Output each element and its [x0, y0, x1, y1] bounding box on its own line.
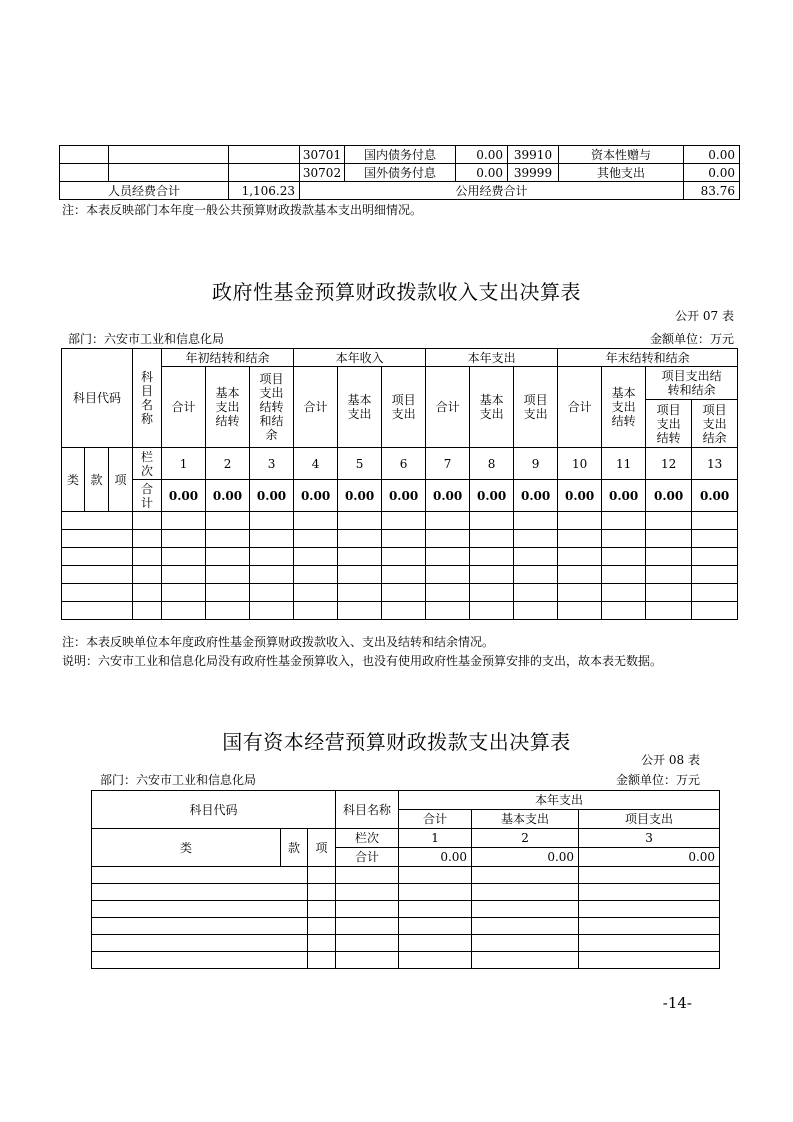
table08-department: 部门：六安市工业和信息化局 [100, 773, 257, 787]
header-subject-code: 科目代码 [92, 791, 336, 829]
empty-row [92, 884, 720, 901]
row-amount: 0.00 [684, 146, 740, 164]
row-code: 39999 [508, 164, 559, 182]
header-basic-expenditure: 基本 支出 [470, 367, 514, 448]
header-total: 合计 [162, 367, 206, 448]
table08-title: 国有资本经营预算财政拨款支出决算表 [222, 730, 571, 754]
table07-note: 注：本表反映单位本年度政府性基金预算财政拨款收入、支出及结转和结余情况。 [62, 635, 495, 649]
empty-row [62, 566, 738, 584]
total-value: 0.00 [472, 848, 579, 867]
total-value: 0.00 [382, 480, 426, 512]
total-value: 0.00 [338, 480, 382, 512]
personnel-total-label: 人员经费合计 [60, 182, 229, 200]
header-basic-carryover: 基本 支出 结转 [206, 367, 250, 448]
table08-form-number: 公开 08 表 [641, 753, 700, 767]
header-project-expenditure: 项目 支出 [382, 367, 426, 448]
column-number: 7 [426, 448, 470, 480]
header-total-row-label: 合 计 [133, 480, 162, 512]
header-section: 款 [85, 448, 109, 512]
column-number: 6 [382, 448, 426, 480]
header-total: 合计 [426, 367, 470, 448]
row-name: 资本性赠与 [559, 146, 684, 164]
empty-rows [62, 512, 738, 620]
column-number: 3 [250, 448, 294, 480]
header-project-expenditure: 项目 支出 [514, 367, 558, 448]
row-code: 39910 [508, 146, 559, 164]
header-total: 合计 [558, 367, 602, 448]
row-amount: 0.00 [456, 164, 508, 182]
total-value: 0.00 [470, 480, 514, 512]
column-number: 13 [692, 448, 738, 480]
column-number: 2 [472, 829, 579, 848]
header-subject-code: 科目代码 [62, 349, 133, 448]
row-amount: 0.00 [456, 146, 508, 164]
total-value: 0.00 [399, 848, 472, 867]
header-opening-balance: 年初结转和结余 [162, 349, 294, 367]
public-total-label: 公用经费合计 [300, 182, 684, 200]
government-fund-table [61, 348, 738, 620]
table07-explanation: 说明：六安市工业和信息化局没有政府性基金预算收入，也没有使用政府性基金预算安排的支出，故本表无数据。 [62, 654, 663, 668]
column-number: 9 [514, 448, 558, 480]
row-code: 30702 [300, 164, 345, 182]
total-value: 0.00 [162, 480, 206, 512]
column-number: 8 [470, 448, 514, 480]
column-number: 5 [338, 448, 382, 480]
total-value: 0.00 [294, 480, 338, 512]
header-current-income: 本年收入 [294, 349, 426, 367]
header-item: 项 [308, 829, 336, 867]
row-code: 30701 [300, 146, 345, 164]
total-value: 0.00 [514, 480, 558, 512]
state-capital-table [91, 790, 720, 969]
column-number: 12 [646, 448, 692, 480]
header-project-carryover: 项目 支出 结转 和结 余 [250, 367, 294, 448]
header-current-expenditure: 本年支出 [426, 349, 558, 367]
column-number: 1 [399, 829, 472, 848]
empty-row [62, 602, 738, 620]
column-number: 10 [558, 448, 602, 480]
total-value: 0.00 [558, 480, 602, 512]
column-number: 11 [602, 448, 646, 480]
header-category: 类 [92, 829, 281, 867]
row-name: 国内债务付息 [345, 146, 456, 164]
header-total: 合计 [399, 810, 472, 829]
empty-row [92, 935, 720, 952]
table-note: 注：本表反映部门本年度一般公共预算财政拨款基本支出明细情况。 [62, 203, 423, 217]
empty-row [92, 867, 720, 884]
empty-rows [92, 867, 720, 969]
empty-row [62, 512, 738, 530]
table07-form-number: 公开 07 表 [675, 309, 734, 323]
header-section: 款 [281, 829, 308, 867]
empty-row [92, 952, 720, 969]
row-amount: 0.00 [684, 164, 740, 182]
page-number: -14- [662, 994, 692, 1012]
total-value: 0.00 [602, 480, 646, 512]
empty-row [62, 548, 738, 566]
header-basic-carryover: 基本 支出 结转 [602, 367, 646, 448]
public-total-value: 83.76 [684, 182, 740, 200]
header-total-row-label: 合计 [336, 848, 399, 867]
header-column-index: 栏 次 [133, 448, 162, 480]
header-subject-name: 科 目 名 称 [133, 349, 162, 448]
header-subject-name: 科目名称 [336, 791, 399, 829]
header-category: 类 [62, 448, 85, 512]
table07-unit: 金额单位：万元 [649, 332, 734, 346]
table08-unit: 金额单位：万元 [615, 773, 700, 787]
header-project-surplus: 项目 支出 结余 [692, 400, 738, 448]
expense-detail-table-fragment [59, 145, 740, 200]
table-row [60, 164, 740, 182]
row-name: 其他支出 [559, 164, 684, 182]
column-number: 2 [206, 448, 250, 480]
total-value: 0.00 [426, 480, 470, 512]
header-basic-expenditure: 基本支出 [472, 810, 579, 829]
table07-title: 政府性基金预算财政拨款收入支出决算表 [212, 280, 581, 304]
total-value: 0.00 [579, 848, 720, 867]
total-value: 0.00 [646, 480, 692, 512]
header-current-expenditure: 本年支出 [399, 791, 720, 810]
header-project-carryover: 项目 支出 结转 [646, 400, 692, 448]
column-number: 3 [579, 829, 720, 848]
personnel-total-value: 1,106.23 [229, 182, 300, 200]
empty-row [92, 901, 720, 918]
row-name: 国外债务付息 [345, 164, 456, 182]
empty-row [62, 530, 738, 548]
header-project-expenditure: 项目支出 [579, 810, 720, 829]
total-value: 0.00 [250, 480, 294, 512]
header-total: 合计 [294, 367, 338, 448]
header-project-balance-group: 项目支出结 转和结余 [646, 367, 738, 400]
header-column-index: 栏次 [336, 829, 399, 848]
empty-row [92, 918, 720, 935]
header-basic-expenditure: 基本 支出 [338, 367, 382, 448]
table07-department: 部门：六安市工业和信息化局 [68, 332, 225, 346]
total-value: 0.00 [206, 480, 250, 512]
header-closing-balance: 年末结转和结余 [558, 349, 738, 367]
empty-row [62, 584, 738, 602]
column-number: 1 [162, 448, 206, 480]
table-row [60, 146, 740, 164]
column-number: 4 [294, 448, 338, 480]
total-value: 0.00 [692, 480, 738, 512]
header-item: 项 [109, 448, 133, 512]
totals-row [60, 182, 740, 200]
